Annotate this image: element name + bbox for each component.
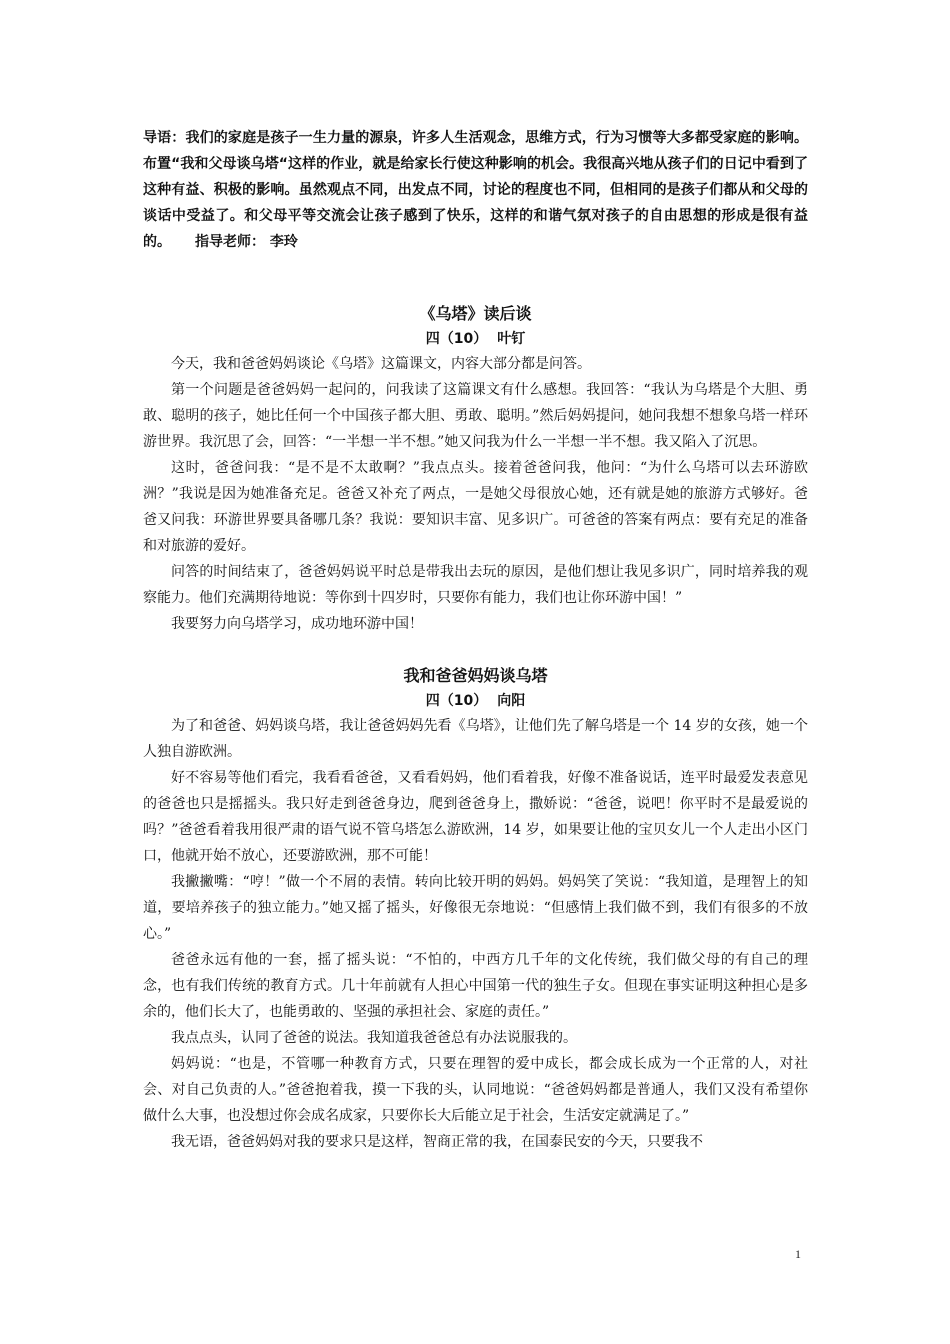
page-number: 1 — [795, 1247, 801, 1261]
article-paragraph: 这时，爸爸问我：“是不是不太敢啊？”我点点头。接着爸爸问我，他问：“为什么乌塔可以去环游欧洲？”我说是因为她准备充足。爸爸又补充了两点，一是她父母很放心她，还有就是她的旅游方式够好。爸爸又问我：环游世界要具备哪几条？我说：要知识丰富、见多识广。可爸爸的答案有两点：要有充足的准备和对旅游的爱好。 — [143, 460, 808, 554]
article-author: 向阳 — [497, 693, 526, 709]
article-title: 我和爸爸妈妈谈乌塔 — [403, 666, 548, 685]
article-paragraph: 妈妈说：“也是，不管哪一种教育方式，只要在理智的爱中成长，都会成长成为一个正常的人，对社会、对自己负责的人。”爸爸抱着我，摸一下我的头，认同地说：“爸爸妈妈都是普通人，我们又没有希望你做什么大事，也没想过你会成名成家，只要你长大后能立足于社会，生活安定就满足了。” — [143, 1056, 808, 1124]
article-paragraph: 第一个问题是爸爸妈妈一起问的，问我读了这篇课文有什么感想。我回答：“我认为乌塔是个大胆、勇敢、聪明的孩子，她比任何一个中国孩子都大胆、勇敢、聪明。”然后妈妈提问，她问我想不想象乌塔一样环游世界。我沉思了会，回答：“一半想一半不想。”她又问我为什么一半想一半不想。我又陷入了沉思。 — [143, 382, 808, 450]
article-title: 《乌塔》读后谈 — [419, 304, 532, 323]
article-paragraph: 问答的时间结束了，爸爸妈妈说平时总是带我出去玩的原因，是他们想让我见多识广，同时培养我的观察能力。他们充满期待地说：等你到十四岁时，只要你有能力，我们也让你环游中国！” — [143, 564, 808, 606]
article-author: 叶钉 — [497, 331, 526, 347]
page-content — [143, 125, 808, 1155]
article-class: 四（10） — [425, 331, 488, 347]
article-paragraph: 好不容易等他们看完，我看看爸爸，又看看妈妈，他们看着我，好像不准备说话，连平时最爱发表意见的爸爸也只是摇摇头。我只好走到爸爸身边，爬到爸爸身上，撒娇说：“爸爸，说吧！你平时不是最爱说的吗？”爸爸看着我用很严肃的语气说不管乌塔怎么游欧洲，14 岁，如果要让他的宝贝女儿一个人走出小区门口，他就开始不放心，还要游欧洲，那不可能！ — [143, 770, 808, 864]
intro-text: 导语：我们的家庭是孩子一生力量的源泉，许多人生活观念，思维方式，行为习惯等大多都受家庭的影响。布置“我和父母谈乌塔“这样的作业，就是给家长行使这种影响的机会。我很高兴地从孩子们的日记中看到了这种有益、积极的影响。虽然观点不同，出发点不同，讨论的程度也不同，但相同的是孩子们都从和父母的谈话中受益了。和父母平等交流会让孩子感到了快乐，这样的和谐气氛对孩子的自由思想的形成是很有益的。 — [143, 130, 808, 250]
article-paragraph: 我无语，爸爸妈妈对我的要求只是这样，智商正常的我，在国泰民安的今天，只要我不 — [171, 1134, 703, 1150]
article-byline — [143, 689, 808, 713]
intro-paragraph — [143, 125, 808, 255]
article-paragraph: 为了和爸爸、妈妈谈乌塔，我让爸爸妈妈先看《乌塔》，让他们先了解乌塔是一个 14 岁的女孩，她一个人独自游欧洲。 — [143, 718, 808, 760]
article-class: 四（10） — [425, 693, 488, 709]
article-paragraph: 今天，我和爸爸妈妈谈论《乌塔》这篇课文，内容大部分都是问答。 — [171, 356, 591, 372]
article-1 — [143, 301, 808, 637]
article-paragraph: 我要努力向乌塔学习，成功地环游中国！ — [171, 616, 423, 632]
intro-teacher: 指导老师： 李玲 — [195, 234, 298, 250]
article-paragraph: 我撇撇嘴：“哼！”做一个不屑的表情。转向比较开明的妈妈。妈妈笑了笑说：“我知道，是理智上的知道，要培养孩子的独立能力。”她又摇了摇头，好像很无奈地说：“但感情上我们做不到，我们有很多的不放心。” — [143, 874, 808, 942]
article-paragraph: 爸爸永远有他的一套，摇了摇头说：“不怕的，中西方几千年的文化传统，我们做父母的有自己的理念，也有我们传统的教育方式。几十年前就有人担心中国第一代的独生子女。但现在事实证明这种担心是多余的，他们长大了，也能勇敢的、坚强的承担社会、家庭的责任。” — [143, 952, 808, 1020]
article-2 — [143, 663, 808, 1155]
article-paragraph: 我点点头，认同了爸爸的说法。我知道我爸爸总有办法说服我的。 — [171, 1030, 577, 1046]
article-byline — [143, 327, 808, 351]
